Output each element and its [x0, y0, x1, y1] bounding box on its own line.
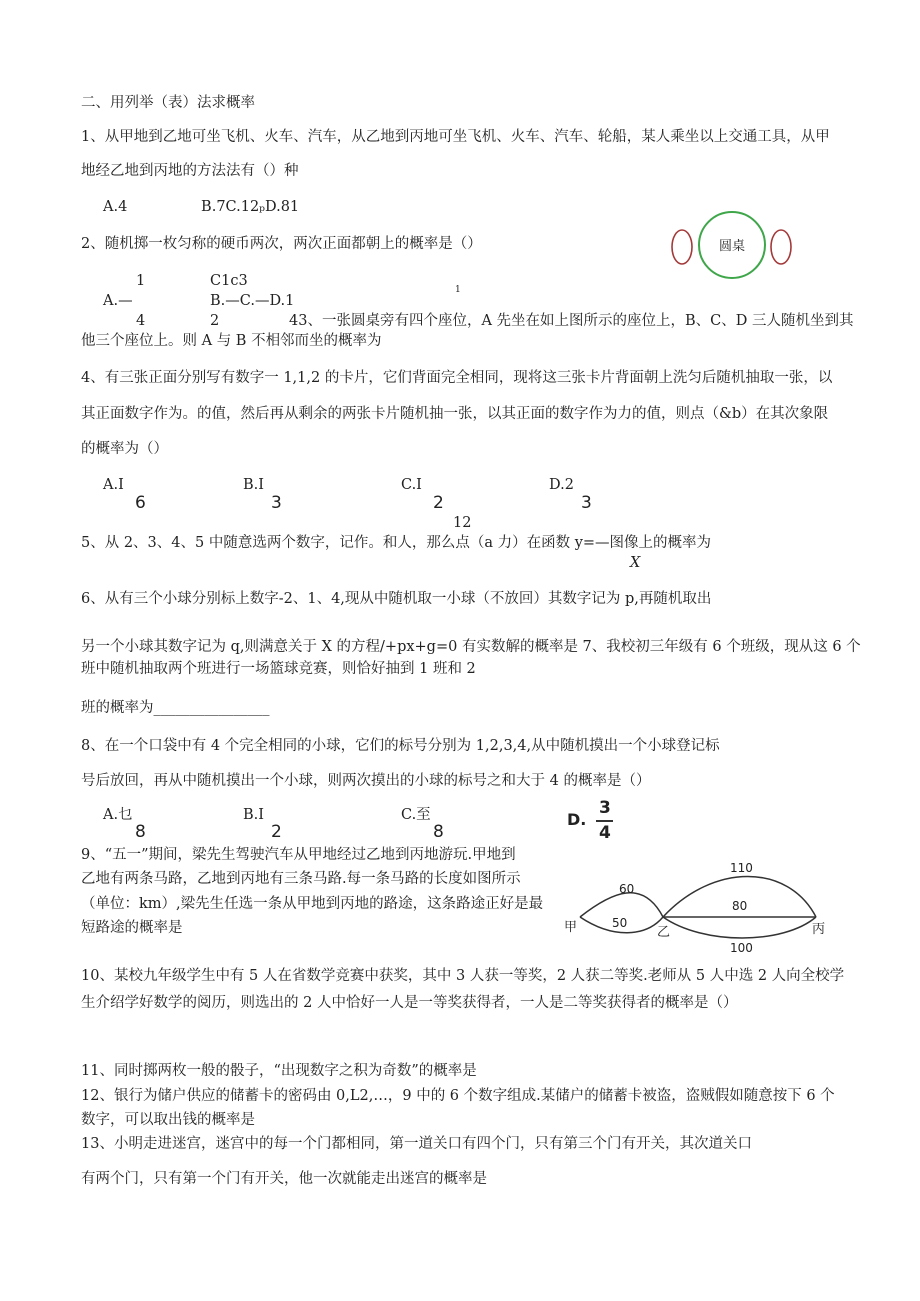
q9-line4: 短路途的概率是	[81, 920, 183, 936]
q2-den-4: 4	[136, 313, 146, 329]
q13-line1: 13、小明走进迷宫，迷宫中的每一个门都相同，第一道关口有四个门，只有第三个门有开关，其次道关口	[81, 1136, 752, 1152]
q4-den-c: 2	[433, 493, 444, 513]
node-yi: 乙	[657, 925, 671, 940]
q9-line2: 乙地有两条马路，乙地到丙地有三条马路.每一条马路的长度如图所示	[81, 871, 521, 887]
node-bing: 丙	[812, 922, 826, 937]
q1-options: A.4 B.7C.12ₚD.81	[103, 199, 300, 215]
q8-option-d-fraction-bar	[596, 820, 613, 822]
q4-den-a: 6	[135, 493, 146, 513]
q12-line1: 12、银行为储户供应的储蓄卡的密码由 0,L2,…，9 中的 6 个数字组成.某储户的储蓄卡被盗，盗贼假如随意按下 6 个	[81, 1088, 835, 1104]
q2-option-bcd: B.—C.—D.1	[210, 293, 295, 309]
q8-option-a: A.乜	[103, 807, 133, 823]
q4-den-d: 3	[581, 493, 592, 513]
q3-line1: 43、一张圆桌旁有四个座位，A 先坐在如上图所示的座位上，B、C、D 三人随机坐到其	[289, 313, 854, 329]
q4-line1: 4、有三张正面分别写有数字一 1,1,2 的卡片，它们背面完全相同，现将这三张卡片背面朝上洗匀后随机抽取一张，以	[81, 370, 833, 386]
q2-den-2: 2	[210, 313, 220, 329]
q8-option-b: B.I	[243, 807, 264, 823]
route-yi-bing-lower	[663, 917, 816, 938]
q2-num-small: 1	[455, 285, 461, 295]
q8-option-d-num: 3	[599, 798, 611, 818]
route-label-60: 60	[619, 882, 635, 896]
q7-line2: 班的概率为________________	[81, 700, 270, 716]
q4-den-b: 3	[271, 493, 282, 513]
q8-option-d-den: 4	[599, 823, 611, 843]
q5-num-12: 12	[453, 515, 472, 531]
route-figure	[558, 853, 838, 963]
q4-option-a: A.I	[103, 477, 124, 493]
q6-line1: 6、从有三个小球分别标上数字-2、1、4,现从中随机取一小球（不放回）其数字记为 p,再随机取出	[81, 591, 712, 607]
q1-line1: 1、从甲地到乙地可坐飞机、火车、汽车，从乙地到丙地可坐飞机、火车、汽车、轮船，某人乘坐以上交通工具，从甲	[81, 129, 830, 145]
q10-line1: 10、某校九年级学生中有 5 人在省数学竞赛中获奖，其中 3 人获一等奖，2 人获二等奖.老师从 5 人中选 2 人向全校学	[81, 968, 845, 984]
q3-line2: 他三个座位上。则 A 与 B 不相邻而坐的概率为	[81, 333, 382, 349]
q2-num-c: C1c3	[210, 273, 248, 289]
q4-option-c: C.I	[401, 477, 422, 493]
q8-line1: 8、在一个口袋中有 4 个完全相同的小球，它们的标号分别为 1,2,3,4,从中随机摸出一个小球登记标	[81, 738, 720, 754]
q8-den-c: 8	[433, 822, 444, 842]
q2-num-1: 1	[136, 273, 146, 289]
q10-line2: 生介绍学好数学的阅历，则选出的 2 人中恰好一人是一等奖获得者，一人是二等奖获得者的概率是（）	[81, 995, 738, 1011]
q8-den-a: 8	[135, 822, 146, 842]
q5-x: X	[630, 555, 641, 571]
q2-stem: 2、随机掷一枚匀称的硬币两次，两次正面都朝上的概率是（）	[81, 236, 482, 252]
round-table-label: 圆桌	[718, 239, 746, 254]
q1-line2: 地经乙地到丙地的方法法有（）种	[81, 163, 299, 179]
q4-option-b: B.I	[243, 477, 264, 493]
q4-line2: 其正面数字作为。的值，然后再从剩余的两张卡片随机抽一张，以其正面的数字作为力的值，则点（&b）在其次象限	[81, 406, 829, 422]
q6-line2: 另一个小球其数字记为 q,则满意关于 X 的方程/+px+g=0 有实数解的概率是 7、我校初三年级有 6 个班级，现从这 6 个	[81, 639, 861, 655]
q8-option-d: D.	[567, 810, 587, 829]
route-label-80: 80	[732, 899, 748, 913]
node-jia: 甲	[564, 920, 578, 935]
q8-option-c: C.至	[401, 807, 431, 823]
route-label-50: 50	[612, 916, 628, 930]
q11-line: 11、同时掷两枚一般的骰子，“出现数字之积为奇数”的概率是	[81, 1063, 477, 1079]
section-title: 二、用列举（表）法求概率	[81, 95, 255, 111]
q13-line2: 有两个门，只有第一个门有开关，他一次就能走出迷宫的概率是	[81, 1171, 487, 1187]
q4-line3: 的概率为（）	[81, 441, 168, 457]
q2-option-a: A.—	[103, 293, 133, 309]
q5-text: 5、从 2、3、4、5 中随意选两个数字，记作。和人，那么点（a 力）在函数 y=—图像上的概率为	[81, 535, 712, 551]
route-jia-yi-upper	[580, 893, 663, 917]
q4-option-d: D.2	[549, 477, 574, 493]
route-label-100: 100	[730, 941, 753, 955]
q9-line3: （单位：km）,梁先生任选一条从甲地到丙地的路途，这条路途正好是最	[81, 896, 544, 912]
q12-line2: 数字，可以取出钱的概率是	[81, 1112, 255, 1128]
route-label-110: 110	[730, 861, 753, 875]
round-table-figure	[665, 207, 805, 287]
seat-right	[771, 230, 791, 264]
q9-line1: 9、“五一”期间，梁先生驾驶汽车从甲地经过乙地到丙地游玩.甲地到	[81, 847, 516, 863]
seat-left	[672, 230, 692, 264]
q7-line1: 班中随机抽取两个班进行一场篮球竞赛，则恰好抽到 1 班和 2	[81, 661, 476, 677]
q8-line2: 号后放回，再从中随机摸出一个小球，则两次摸出的小球的标号之和大于 4 的概率是（）	[81, 773, 651, 789]
q8-den-b: 2	[271, 822, 282, 842]
